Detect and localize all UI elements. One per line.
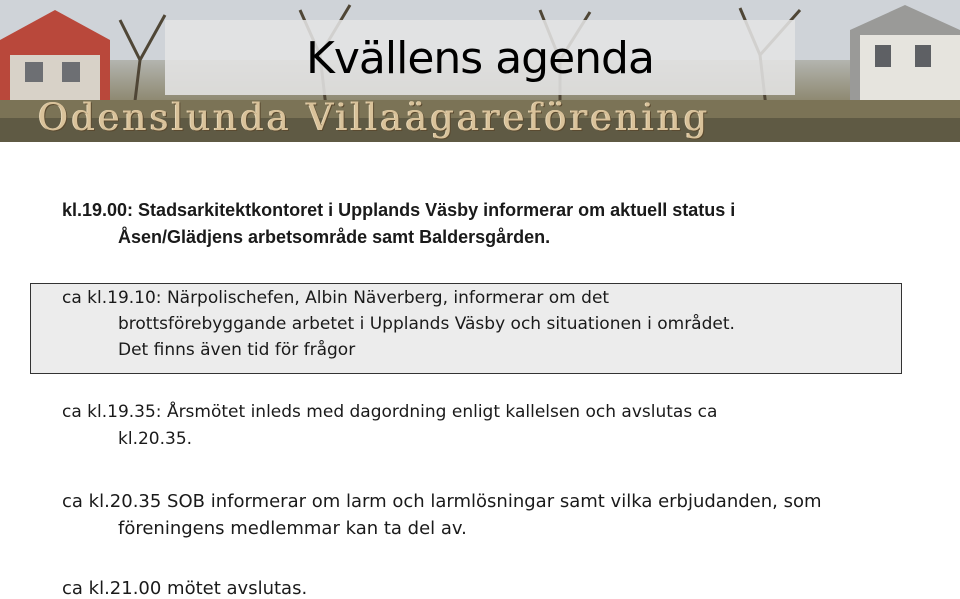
agenda-item-1-line-1: kl.19.00: Stadsarkitektkontoret i Upplands Väsby informerar om aktuell status i (62, 200, 736, 220)
agenda-item-2-line-3: Det finns även tid för frågor (118, 340, 356, 360)
agenda-item-2-line-1: ca kl.19.10: Närpolischefen, Albin Näverberg, informerar om det (62, 288, 610, 308)
agenda-item-3-line-2: kl.20.35. (118, 429, 193, 449)
agenda-item-2-line-2: brottsförebyggande arbetet i Upplands Väsby och situationen i området. (118, 314, 735, 334)
page-title: Kvällens agenda (306, 33, 654, 84)
agenda-item-3-line-1: ca kl.19.35: Årsmötet inleds med dagordning enligt kallelsen och avslutas ca (62, 402, 718, 422)
agenda-item-2 (62, 285, 882, 363)
agenda-item-4 (62, 488, 912, 542)
agenda-item-5-line-1: ca kl.21.00 mötet avslutas. (62, 578, 308, 599)
agenda-item-4-line-2: föreningens medlemmar kan ta del av. (118, 518, 467, 539)
agenda-item-3 (62, 399, 882, 453)
agenda-item-5 (62, 575, 862, 599)
agenda-item-1-line-2: Åsen/Glädjens arbetsområde samt Baldersgården. (118, 227, 551, 247)
association-name-banner: Odenslunda Villaägareförening (38, 96, 711, 139)
agenda-item-1 (62, 197, 872, 251)
agenda-item-4-line-1: ca kl.20.35 SOB informerar om larm och larmlösningar samt vilka erbjudanden, som (62, 491, 822, 512)
